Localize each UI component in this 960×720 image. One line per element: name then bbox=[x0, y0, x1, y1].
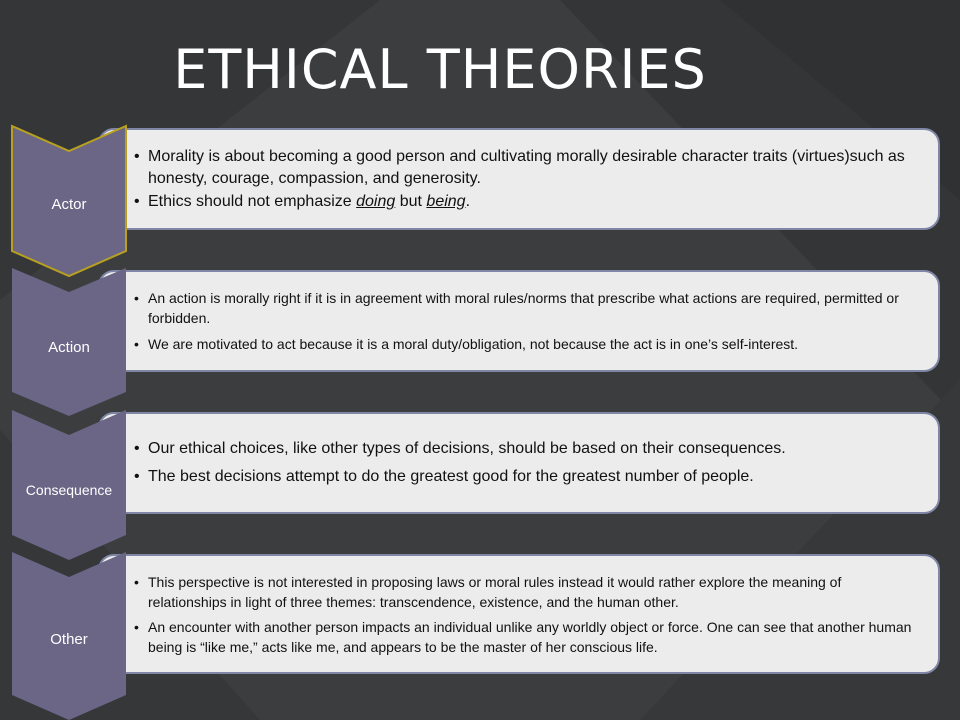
theory-description-box bbox=[98, 554, 940, 674]
bullet-item: • Ethics should not emphasize doing but being. bbox=[134, 191, 914, 213]
theory-description-box bbox=[98, 128, 940, 230]
theory-chevron-actor bbox=[12, 126, 126, 276]
theory-chevron-action bbox=[12, 268, 126, 416]
theory-label: Actor bbox=[51, 196, 87, 213]
bullet-item: • This perspective is not interested in proposing laws or moral rules instead it would rather explore the meaning of relationships in light of three themes: transcendence, existence, and the human other. bbox=[134, 572, 914, 612]
theory-label: Consequence bbox=[25, 482, 113, 498]
emphasis-being: being bbox=[426, 192, 466, 210]
bullet-list bbox=[134, 437, 786, 489]
bullet-list bbox=[134, 572, 914, 657]
emphasis-doing: doing bbox=[356, 192, 396, 210]
theory-description-box bbox=[98, 412, 940, 514]
theory-description-box bbox=[98, 270, 940, 372]
theory-label: Other bbox=[50, 631, 88, 648]
bullet-item: • An encounter with another person impacts an individual unlike any worldly object or force. One can see that another human being is “like me,” acts like me, and appears to be the master of her conscious life. bbox=[134, 617, 914, 657]
theory-chevron-consequence bbox=[12, 410, 126, 560]
theory-label: Action bbox=[48, 339, 90, 356]
theory-chevron-other bbox=[12, 552, 126, 720]
bullet-list bbox=[134, 288, 914, 354]
bullet-item: • An action is morally right if it is in agreement with moral rules/norms that prescribe what actions are required, permitted or forbidden. bbox=[134, 288, 914, 328]
bullet-item: • We are motivated to act because it is a moral duty/obligation, not because the act is in one’s self-interest. bbox=[134, 334, 914, 354]
bullet-item: • The best decisions attempt to do the greatest good for the greatest number of people. bbox=[134, 466, 786, 488]
bullet-item: • Morality is about becoming a good person and cultivating morally desirable character traits (virtues)such as honesty, courage, compassion, and generosity. bbox=[134, 146, 914, 190]
bullet-list bbox=[134, 145, 914, 214]
slide-title: ETHICAL THEORIES bbox=[173, 38, 707, 101]
bullet-item: • Our ethical choices, like other types of decisions, should be based on their consequences. bbox=[134, 438, 786, 460]
